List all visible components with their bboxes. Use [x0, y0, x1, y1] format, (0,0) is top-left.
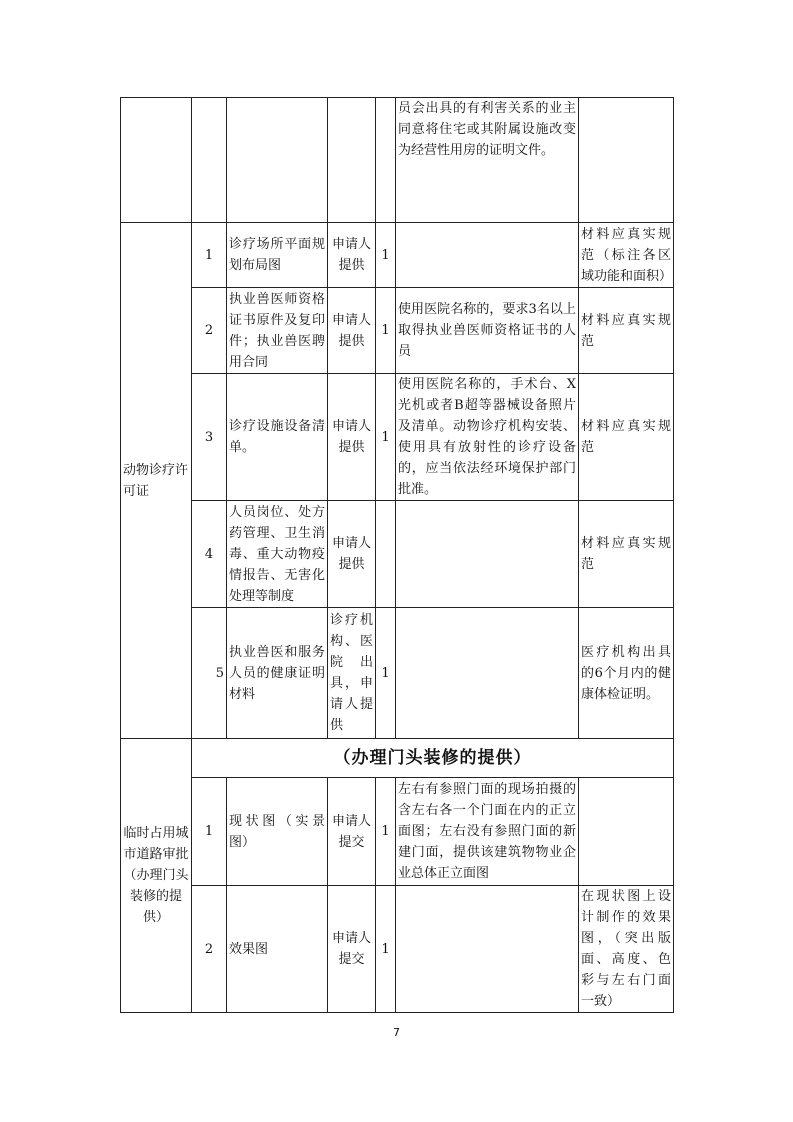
- material-cell: 现状图（实景图）: [227, 778, 328, 886]
- material-cell: 执业兽医师资格证书原件及复印件；执业兽医聘用合同: [227, 288, 328, 374]
- note-cell: [579, 98, 674, 223]
- source-cell: 申请人提供: [328, 501, 376, 608]
- note-cell: 材料应真实规范: [579, 374, 674, 501]
- desc-cell: 使用医院名称的，要求3名以上取得执业兽医师资格证书的人员: [396, 288, 579, 374]
- material-cell: 诊疗设施设备清单。: [227, 374, 328, 501]
- table-row: [121, 886, 674, 1013]
- no-cell: 1: [192, 223, 227, 288]
- source-cell: 申请人提供: [328, 223, 376, 288]
- note-cell: [579, 778, 674, 886]
- desc-cell: 左右有参照门面的现场拍摄的含左右各一个门面在内的正立面图；左右没有参照门面的新建门面，提供该建筑物物业企业总体正立面图: [396, 778, 579, 886]
- section-heading: （办理门头装修的提供）: [192, 739, 674, 778]
- note-cell: 医疗机构出具的6个月内的健康体检证明。: [579, 608, 674, 739]
- no-cell: 4: [192, 501, 227, 608]
- source-cell: 申请人提交: [328, 778, 376, 886]
- table-row: [121, 739, 674, 778]
- desc-cell: 员会出具的有利害关系的业主同意将住宅或其附属设施改变为经营性用房的证明文件。: [396, 98, 579, 223]
- no-cell: 1: [192, 778, 227, 886]
- source-cell: 申请人提供: [328, 288, 376, 374]
- category-cell: 临时占用城市道路审批（办理门头装修的提供）: [121, 739, 192, 1013]
- table-row: [121, 608, 674, 739]
- materials-table: [120, 97, 674, 1013]
- category-cell: [121, 98, 192, 223]
- note-cell: 材料应真实规范: [579, 288, 674, 374]
- copies-cell: [376, 98, 396, 223]
- copies-cell: [376, 501, 396, 608]
- material-cell: 人员岗位、处方药管理、卫生消毒、重大动物疫情报告、无害化处理等制度: [227, 501, 328, 608]
- category-cell: 动物诊疗许可证: [121, 223, 192, 739]
- desc-cell: [396, 886, 579, 1013]
- copies-cell: 1: [376, 886, 396, 1013]
- desc-cell: [396, 608, 579, 739]
- copies-cell: 1: [376, 288, 396, 374]
- copies-cell: 1: [376, 223, 396, 288]
- source-cell: 申请人提交: [328, 886, 376, 1013]
- material-cell: 效果图: [227, 886, 328, 1013]
- note-cell: 材料应真实规范: [579, 501, 674, 608]
- no-cell: 2: [192, 886, 227, 1013]
- page-number: 7: [393, 1026, 400, 1039]
- desc-cell: 使用医院名称的，手术台、X光机或者B超等器械设备照片及清单。动物诊疗机构安装、使用具有放射性的诊疗设备的，应当依法经环境保护部门批准。: [396, 374, 579, 501]
- table-row: [121, 288, 674, 374]
- no-cell: [192, 98, 227, 223]
- material-cell: 诊疗场所平面规划布局图: [227, 223, 328, 288]
- desc-cell: [396, 223, 579, 288]
- table-row: [121, 778, 674, 886]
- table-row: [121, 501, 674, 608]
- copies-cell: 1: [376, 608, 396, 739]
- material-cell: [227, 98, 328, 223]
- note-cell: 在现状图上设计制作的效果图，（突出版面、高度、色彩与左右门面一致）: [579, 886, 674, 1013]
- source-cell: 申请人提供: [328, 374, 376, 501]
- material-cell: 执业兽医和服务人员的健康证明材料: [227, 608, 328, 739]
- no-cell: 2: [192, 288, 227, 374]
- table-row: [121, 374, 674, 501]
- source-cell: [328, 98, 376, 223]
- source-cell: 诊疗机构、医院出具，申请人提供: [328, 608, 376, 739]
- desc-cell: [396, 501, 579, 608]
- table-row: [121, 223, 674, 288]
- table-row: [121, 98, 674, 223]
- copies-cell: 1: [376, 374, 396, 501]
- no-cell: 3: [192, 374, 227, 501]
- no-cell: 5: [192, 608, 227, 739]
- copies-cell: 1: [376, 778, 396, 886]
- note-cell: 材料应真实规范（标注各区域功能和面积）: [579, 223, 674, 288]
